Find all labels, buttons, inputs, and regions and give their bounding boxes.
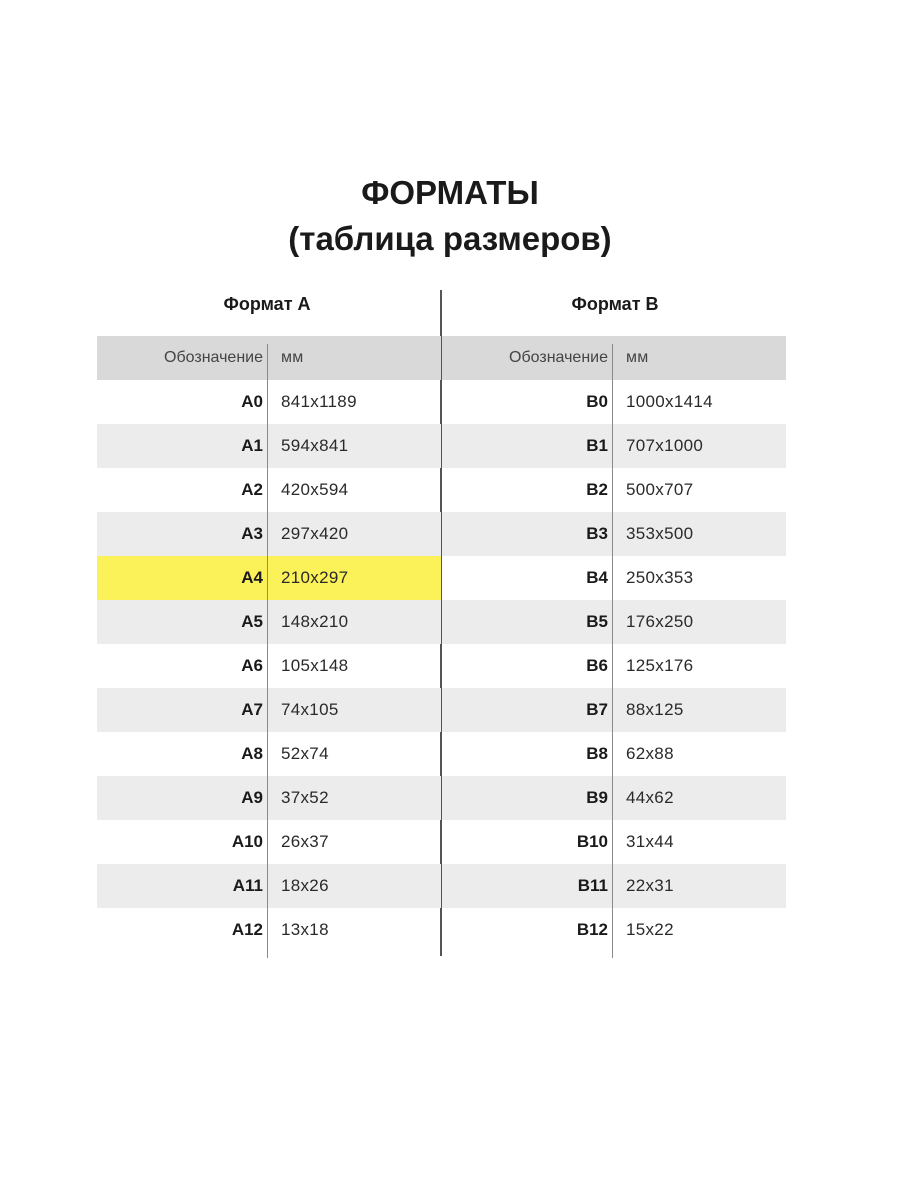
format-size: 125x176 <box>626 656 694 675</box>
header-designation: Обозначение <box>509 349 608 366</box>
format-size: 13x18 <box>281 920 329 939</box>
format-size: 148x210 <box>281 612 349 631</box>
format-size: 105x148 <box>281 656 349 675</box>
table-row <box>97 644 441 688</box>
format-code: A2 <box>241 480 263 499</box>
format-size: 26x37 <box>281 832 329 851</box>
header-designation: Обозначение <box>164 349 263 366</box>
format-size: 15x22 <box>626 920 674 939</box>
format-b-title: Формат В <box>571 294 659 314</box>
table-row <box>97 732 441 776</box>
format-code: A1 <box>241 436 263 455</box>
table-row <box>442 820 786 864</box>
format-code: A7 <box>241 700 263 719</box>
format-code: B4 <box>586 568 608 587</box>
format-size: 420x594 <box>281 480 349 499</box>
table-header-row <box>97 336 441 380</box>
table-header-row <box>442 336 786 380</box>
table-row <box>97 688 441 732</box>
format-code: B5 <box>586 612 608 631</box>
format-size: 31x44 <box>626 832 674 851</box>
page-subtitle: (таблица размеров) <box>288 220 612 257</box>
format-a-title: Формат А <box>223 294 311 314</box>
format-code: A9 <box>241 788 263 807</box>
table-row <box>442 908 786 952</box>
table-row <box>97 512 441 556</box>
table-row <box>97 380 441 424</box>
format-code: B0 <box>586 392 608 411</box>
format-size: 74x105 <box>281 700 339 719</box>
page-title: ФОРМАТЫ <box>361 174 539 211</box>
format-code: A6 <box>241 656 263 675</box>
format-code: B2 <box>586 480 608 499</box>
format-size: 1000x1414 <box>626 392 713 411</box>
format-code: B1 <box>586 436 608 455</box>
format-code: B6 <box>586 656 608 675</box>
format-size: 594x841 <box>281 436 349 455</box>
format-b-table <box>442 336 786 952</box>
table-row <box>442 644 786 688</box>
format-size: 22x31 <box>626 876 674 895</box>
table-row <box>442 732 786 776</box>
format-size: 176x250 <box>626 612 694 631</box>
column-separator <box>267 344 268 958</box>
format-code: A11 <box>232 876 263 895</box>
table-row <box>442 600 786 644</box>
format-size: 841x1189 <box>281 392 357 411</box>
table-row <box>97 600 441 644</box>
format-code: A5 <box>241 612 263 631</box>
column-separator <box>612 344 613 958</box>
table-row <box>442 864 786 908</box>
format-code: B10 <box>576 832 608 851</box>
header-unit: мм <box>626 349 649 366</box>
format-size: 297x420 <box>281 524 349 543</box>
format-size: 18x26 <box>281 876 329 895</box>
format-code: A3 <box>241 524 263 543</box>
format-code: B7 <box>586 700 608 719</box>
table-row <box>97 864 441 908</box>
table-row <box>97 776 441 820</box>
format-code: B3 <box>586 524 608 543</box>
format-size: 250x353 <box>626 568 694 587</box>
table-row <box>97 556 441 600</box>
table-row <box>97 820 441 864</box>
format-size: 88x125 <box>626 700 684 719</box>
format-size: 500x707 <box>626 480 694 499</box>
table-row <box>97 468 441 512</box>
format-size: 707x1000 <box>626 436 704 455</box>
format-size: 37x52 <box>281 788 329 807</box>
table-row <box>442 512 786 556</box>
table-row <box>442 688 786 732</box>
format-size: 62x88 <box>626 744 674 763</box>
format-code: B12 <box>576 920 608 939</box>
table-row <box>97 424 441 468</box>
format-code: A8 <box>241 744 263 763</box>
format-code: A4 <box>241 568 263 587</box>
format-code: B9 <box>586 788 608 807</box>
format-code: B11 <box>577 876 608 895</box>
format-a-table <box>97 336 441 952</box>
table-row <box>97 908 441 952</box>
header-unit: мм <box>281 349 304 366</box>
format-size: 52x74 <box>281 744 329 763</box>
format-code: A12 <box>231 920 263 939</box>
table-row <box>442 380 786 424</box>
table-row <box>442 424 786 468</box>
format-size: 353x500 <box>626 524 694 543</box>
table-row <box>442 468 786 512</box>
table-row <box>442 776 786 820</box>
format-code: B8 <box>586 744 608 763</box>
format-size: 44x62 <box>626 788 674 807</box>
table-row <box>442 556 786 600</box>
format-code: A0 <box>241 392 263 411</box>
format-code: A10 <box>231 832 263 851</box>
format-size: 210x297 <box>281 568 349 587</box>
